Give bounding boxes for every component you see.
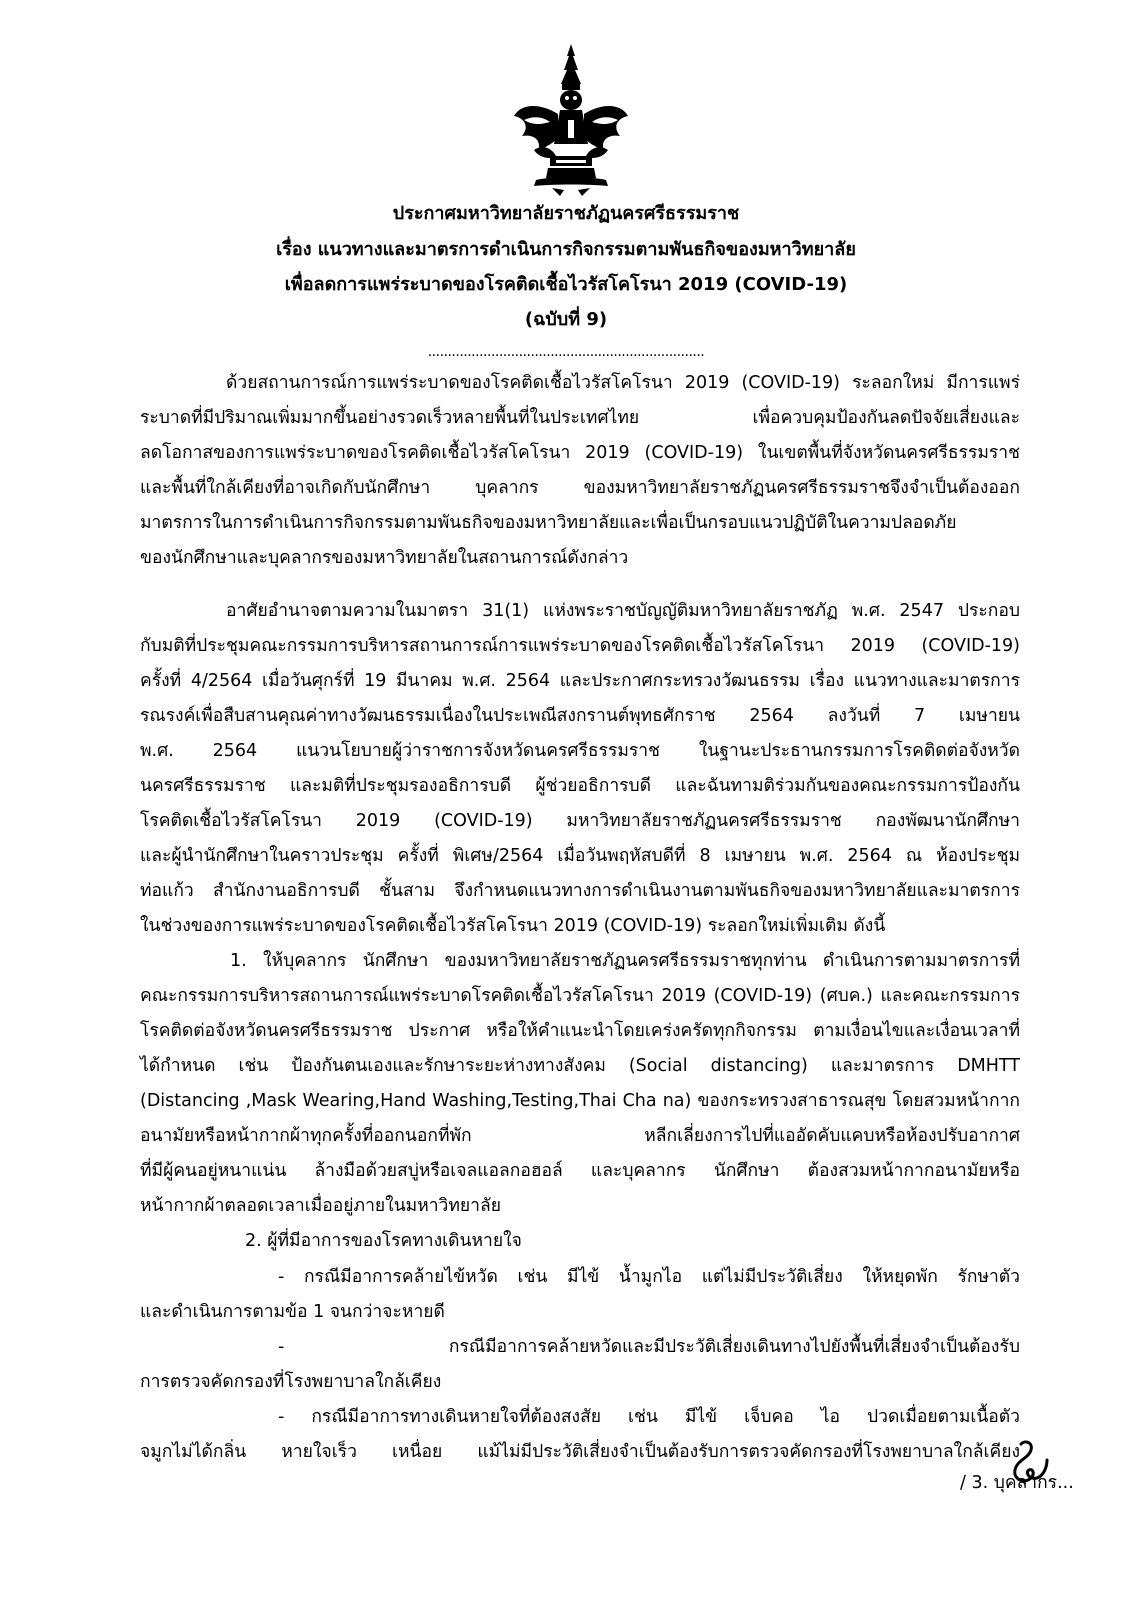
garuda-emblem-icon [512,44,630,196]
announcement-subject: เรื่อง แนวทางและมาตรการดำเนินการกิจกรรมตามพันธกิจของมหาวิทยาลัย [276,239,856,260]
announcement-edition: (ฉบับที่ 9) [524,309,608,330]
para2-line: ในช่วงของการแพร่ระบาดของโรคติดเชื้อไวรัสโคโรนา 2019 (COVID-19) ระลอกใหม่เพิ่มเติม ดังนี้ [140,916,886,936]
para1-line: ลดโอกาสของการแพร่ระบาดของโรคติดเชื้อไวรัสโคโรนา 2019 (COVID-19) ในเขตพื้นที่จังหวัดนครศรีธรรมราช [140,443,1020,463]
para2-line: ท่อแก้ว สำนักงานอธิการบดี ชั้นสาม จึงกำหนดแนวทางการดำเนินงานตามพันธกิจของมหาวิทยาลัยและมาตรการ [140,881,1020,901]
item1-line: อนามัยหรือหน้ากากผ้าทุกครั้งที่ออกนอกที่พัก หลีกเลี่ยงการไปที่แออัดคับแคบหรือห้องปรับอากาศ [140,1126,1020,1146]
para2-line: กับมติที่ประชุมคณะกรรมการบริหารสถานการณ์การแพร่ระบาดของโรคติดเชื้อไวรัสโคโรนา 2019 (COVID-19) [140,636,1020,656]
item2-case1-line: และดำเนินการตามข้อ 1 จนกว่าจะหายดี [140,1302,445,1322]
title-separator: ...................................................................... [427,344,705,360]
announcement-subject-2: เพื่อลดการแพร่ระบาดของโรคติดเชื้อไวรัสโคโรนา 2019 (COVID-19) [284,274,848,295]
signature-icon [1003,1438,1051,1488]
para2-line: ครั้งที่ 4/2564 เมื่อวันศุกร์ที่ 19 มีนาคม พ.ศ. 2564 และประกาศกระทรวงวัฒนธรรม เรื่อง แนวทางและมาตรการ [140,671,1020,691]
item2-case2-line: การตรวจคัดกรองที่โรงพยาบาลใกล้เคียง [140,1372,442,1392]
para1-line: มาตรการในการดำเนินการกิจกรรมตามพันธกิจของมหาวิทยาลัยและเพื่อเป็นกรอบแนวปฏิบัติในความปลอดภัย [140,513,957,533]
para1-line: และพื้นที่ใกล้เคียงที่อาจเกิดกับนักศึกษา บุคลากร ของมหาวิทยาลัยราชภัฏนครศรีธรรมราชจึงจำเป็นต้องออก [140,478,1020,498]
item1-line: (Distancing ,Mask Wearing,Hand Washing,Testing,Thai Cha na) ของกระทรวงสาธารณสุข โดยสวมหน้ากาก [140,1091,1020,1111]
item2-case2-line: - กรณีมีอาการคล้ายหวัดและมีประวัติเสี่ยงเดินทางไปยังพื้นที่เสี่ยงจำเป็นต้องรับ [278,1337,1020,1357]
item1-line: โรคติดต่อจังหวัดนครศรีธรรมราช ประกาศ หรือให้คำแนะนำโดยเคร่งครัดทุกกิจกรรม ตามเงื่อนไขและเงื่อนเวลาที่ [140,1021,1020,1041]
page-continuation: / 3. บุคลากร... [960,1473,1074,1493]
item2-case3-line: - กรณีมีอาการทางเดินหายใจที่ต้องสงสัย เช่น มีไข้ เจ็บคอ ไอ ปวดเมื่อยตามเนื้อตัว [278,1407,1020,1427]
item1-line: ได้กำหนด เช่น ป้องกันตนเองและรักษาระยะห่างทางสังคม (Social distancing) และมาตรการ DMHTT [140,1056,1020,1076]
para2-line: รณรงค์เพื่อสืบสานคุณค่าทางวัฒนธรรมเนื่องในประเพณีสงกรานต์พุทธศักราช 2564 ลงวันที่ 7 เมษายน [140,706,1020,726]
announcement-title: ประกาศมหาวิทยาลัยราชภัฏนครศรีธรรมราช [392,203,740,224]
para1-line: ด้วยสถานการณ์การแพร่ระบาดของโรคติดเชื้อไวรัสโคโรนา 2019 (COVID-19) ระลอกใหม่ มีการแพร่ [226,373,1020,393]
item1-line: 1. ให้บุคลากร นักศึกษา ของมหาวิทยาลัยราชภัฏนครศรีธรรมราชทุกท่าน ดำเนินการตามมาตรการที่ [230,951,1020,971]
para1-line: ของนักศึกษาและบุคลากรของมหาวิทยาลัยในสถานการณ์ดังกล่าว [140,548,629,568]
para2-line: โรคติดเชื้อไวรัสโคโรนา 2019 (COVID-19) มหาวิทยาลัยราชภัฏนครศรีธรรมราช กองพัฒนานักศึกษา [140,811,1020,831]
para2-line: และผู้นำนักศึกษาในคราวประชุม ครั้งที่ พิเศษ/2564 เมื่อวันพฤหัสบดีที่ 8 เมษายน พ.ศ. 2564 ณ ห้องประชุม [140,846,1020,866]
para1-line: ระบาดที่มีปริมาณเพิ่มมากขึ้นอย่างรวดเร็วหลายพื้นที่ในประเทศไทย เพื่อควบคุมป้องกันลดปัจจัยเสี่ยงและ [140,408,1020,428]
item1-line: หน้ากากผ้าตลอดเวลาเมื่ออยู่ภายในมหาวิทยาลัย [140,1196,501,1216]
item2-heading: 2. ผู้ที่มีอาการของโรคทางเดินหายใจ [245,1231,522,1251]
item1-line: คณะกรรมการบริหารสถานการณ์แพร่ระบาดโรคติดเชื้อไวรัสโคโรนา 2019 (COVID-19) (ศบค.) และคณะกรรมการ [140,986,1020,1006]
para2-line: อาศัยอำนาจตามความในมาตรา 31(1) แห่งพระราชบัญญัติมหาวิทยาลัยราชภัฏ พ.ศ. 2547 ประกอบ [226,601,1020,621]
item1-line: ที่มีผู้คนอยู่หนาแน่น ล้างมือด้วยสบู่หรือเจลแอลกอฮอล์ และบุคลากร นักศึกษา ต้องสวมหน้ากากอนามัยหรือ [140,1161,1020,1181]
item2-case3-line: จมูกไม่ได้กลิ่น หายใจเร็ว เหนื่อย แม้ไม่มีประวัติเสี่ยงจำเป็นต้องรับการตรวจคัดกรองที่โรงพยาบาลใกล้เคียง [140,1442,1020,1462]
para2-line: พ.ศ. 2564 แนวนโยบายผู้ว่าราชการจังหวัดนครศรีธรรมราช ในฐานะประธานกรรมการโรคติดต่อจังหวัด [140,741,1020,761]
para2-line: นครศรีธรรมราช และมติที่ประชุมรองอธิการบดี ผู้ช่วยอธิการบดี และฉันทามติร่วมกันของคณะกรรมการป้องกัน [140,776,1020,796]
item2-case1-line: - กรณีมีอาการคล้ายไข้หวัด เช่น มีไข้ น้ำมูกไอ แต่ไม่มีประวัติเสี่ยง ให้หยุดพัก รักษาตัว [278,1267,1020,1287]
